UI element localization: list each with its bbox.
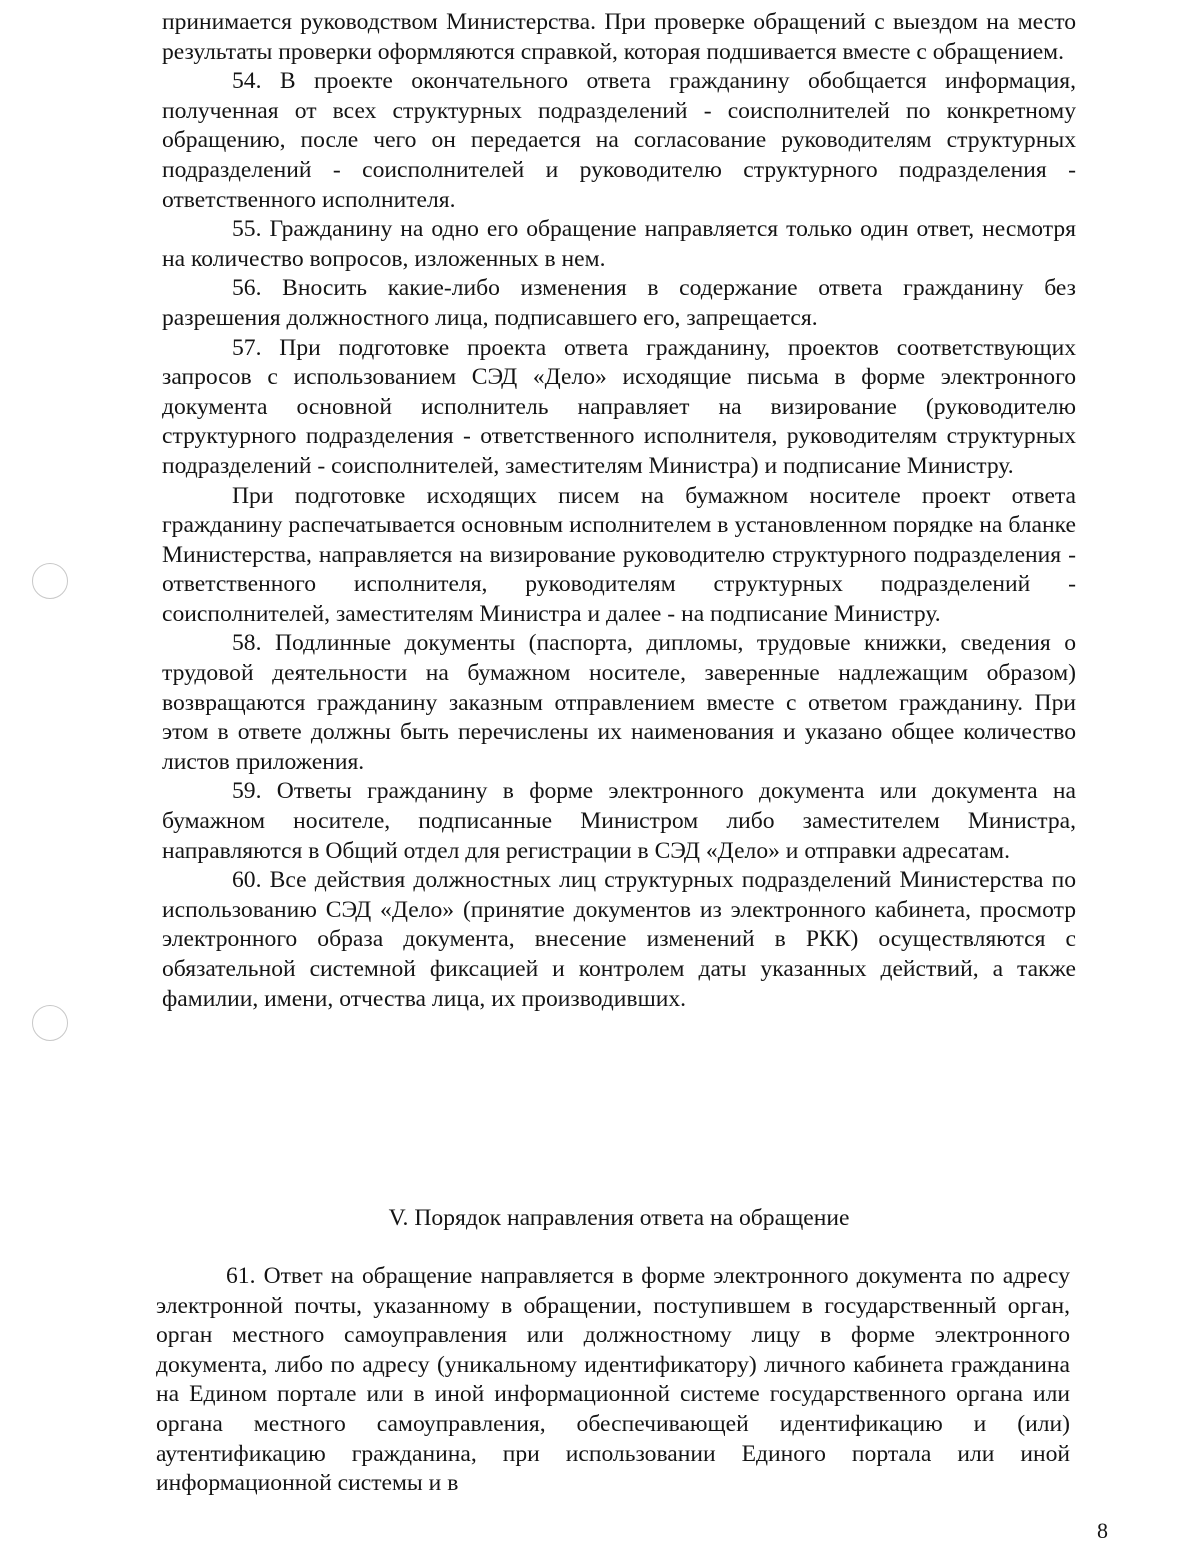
paragraph: принимается руководством Министерства. При проверке обращений с выездом на место результаты проверки оформляются справкой, которая подшивается вместе с обращением.	[162, 9, 1076, 65]
paragraph-55: 55. Гражданину на одно его обращение направляется только один ответ, несмотря на количество вопросов, изложенных в нем.	[162, 216, 1076, 272]
body-text-bottom	[156, 1262, 1070, 1499]
paragraph-61: 61. Ответ на обращение направляется в форме электронного документа по адресу электронной почты, указанному в обращении, поступившем в государственный орган, орган местного самоуправления или должностному лицу в форме электронного документа, либо по адресу (уникальному идентификатору) личного кабинета гражданина на Едином портале или в иной информационной системе государственного органа или органа местного самоуправления, обеспечивающей идентификацию и (или) аутентификацию гражданина, при использовании Единого портала или иной информационной системы и в	[156, 1263, 1070, 1497]
paragraph-58: 58. Подлинные документы (паспорта, дипломы, трудовые книжки, сведения о трудовой деятельности на бумажном носителе, заверенные надлежащим образом) возвращаются гражданину заказным отправлением вместе с ответом гражданину. При этом в ответе должны быть перечислены их наименования и указано общее количество листов приложения.	[162, 630, 1076, 775]
section-heading: V. Порядок направления ответа на обращение	[388, 1205, 850, 1231]
paragraph-60: 60. Все действия должностных лиц структурных подразделений Министерства по использованию СЭД «Дело» (принятие документов из электронного кабинета, просмотр электронного образа документа, внесение изменений в РКК) осуществляются с обязательной системной фиксацией и контролем даты указанных действий, а также фамилии, имени, отчества лица, их производивших.	[162, 867, 1076, 1012]
paragraph-56: 56. Вносить какие-либо изменения в содержание ответа гражданину без разрешения должностного лица, подписавшего его, запрещается.	[162, 275, 1076, 331]
paragraph-59: 59. Ответы гражданину в форме электронного документа или документа на бумажном носителе, подписанные Министром либо заместителем Министра, направляются в Общий отдел для регистрации в СЭД «Дело» и отправки адресатам.	[162, 778, 1076, 864]
paragraph-57-continued: При подготовке исходящих писем на бумажном носителе проект ответа гражданину распечатывается основным исполнителем в установленном порядке на бланке Министерства, направляется на визирование руководителю структурного подразделения - ответственного исполнителя, руководителям структурных подразделений - соисполнителей, заместителям Министра и далее - на подписание Министру.	[162, 482, 1076, 627]
punch-hole-mark	[32, 563, 68, 599]
punch-hole-mark	[32, 1005, 68, 1041]
body-text-top	[162, 8, 1076, 1014]
paragraph-57: 57. При подготовке проекта ответа гражданину, проектов соответствующих запросов с использованием СЭД «Дело» исходящие письма в форме электронного документа основной исполнитель направляет на визирование (руководителю структурного подразделения - ответственного исполнителя, руководителям структурных подразделений - соисполнителей, заместителям Министра) и подписание Министру.	[162, 334, 1076, 479]
paragraph-54: 54. В проекте окончательного ответа гражданину обобщается информация, полученная от всех структурных подразделений - соисполнителей по конкретному обращению, после чего он передается на согласование руководителям структурных подразделений - соисполнителей и руководителю структурного подразделения - ответственного исполнителя.	[162, 68, 1076, 213]
page-number: 8	[1097, 1518, 1108, 1543]
